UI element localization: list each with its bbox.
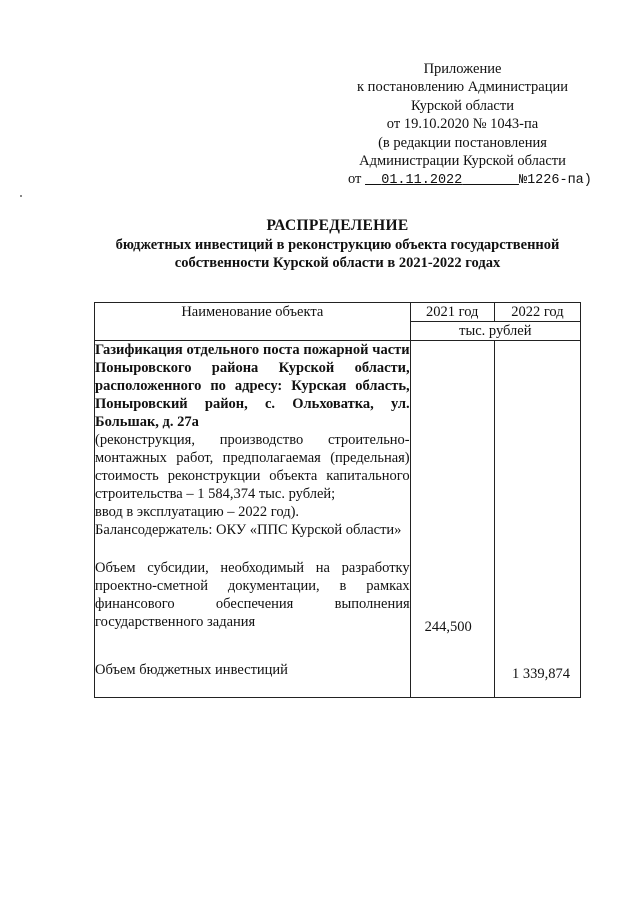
amendment-date: 01.11.2022 (381, 173, 463, 189)
subsidy-label: Объем субсидии, необходимый на разработку проектно-сметной документации, в рамках финансового обеспечения выполнения государственного задания (95, 560, 410, 630)
appendix-line: (в редакции постановления (378, 134, 547, 151)
header-object-name: Наименование объекта (95, 303, 411, 341)
header-2022: 2022 год (494, 303, 580, 322)
appendix-line: Администрации Курской области (359, 153, 566, 170)
value-2021: 244,500 (424, 619, 472, 635)
investment-label: Объем бюджетных инвестиций (95, 662, 288, 678)
table-header-row (95, 303, 581, 322)
object-details: (реконструкция, производство строительно-монтажных работ, предполагаемая (предельная) стоимость реконструкции объекта капитального строительства – 1 584,374 тыс. рублей; (95, 432, 410, 502)
appendix-line: к постановлению Администрации (357, 79, 568, 96)
commissioning-text: ввод в эксплуатацию – 2022 год). (95, 504, 300, 520)
scan-speck (20, 195, 22, 197)
balance-holder: Балансодержатель: ОКУ «ППС Курской области» (95, 522, 402, 538)
appendix-block (340, 60, 592, 191)
unit-label: тыс. рублей (410, 322, 580, 341)
object-name: Газификация отдельного поста пожарной части Поныровского района Курской области, расположенного по адресу: Курская область, Поныровский район, с. Ольховатка, ул. Большак, д. 27а (95, 342, 410, 430)
cell-2022 (494, 341, 580, 698)
value-2022: 1 339,874 (512, 666, 570, 682)
appendix-line: Курской области (411, 97, 514, 114)
title-line: бюджетных инвестиций в реконструкцию объекта государственной (115, 236, 560, 253)
appendix-line: от 19.10.2020 № 1043-па (386, 116, 539, 133)
object-description (95, 341, 411, 698)
document-title (95, 217, 580, 273)
title-heading: РАСПРЕДЕЛЕНИЕ (266, 217, 409, 234)
investment-table (94, 302, 581, 698)
appendix-line: Приложение (423, 61, 502, 77)
table-row (95, 341, 581, 698)
header-2021: 2021 год (410, 303, 494, 322)
amendment-number: №1226-па) (518, 173, 592, 189)
title-line: собственности Курской области в 2021-2022 годах (174, 255, 501, 271)
cell-2021 (410, 341, 494, 698)
date-prefix: от (348, 171, 362, 188)
amendment-date-line (340, 170, 592, 190)
